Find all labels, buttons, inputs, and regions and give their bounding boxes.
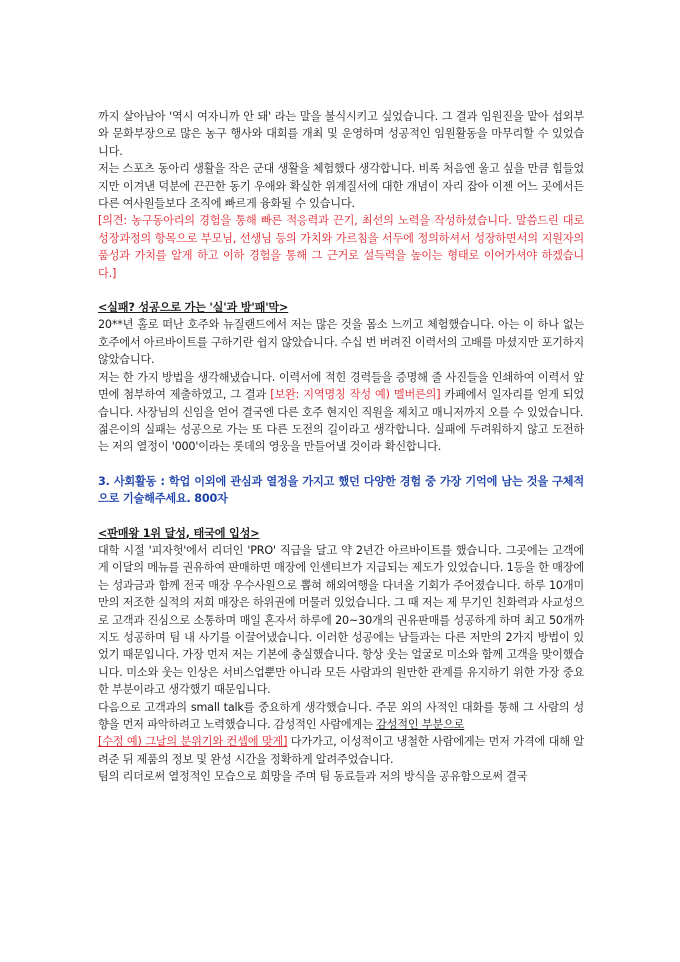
- supplement-note: [보완: 지역명칭 작성 예) 멜버른의]: [270, 388, 441, 402]
- spacer: [98, 508, 584, 525]
- paragraph-failure-conclusion: 젊은이의 실패는 성공으로 가는 또 다른 도전의 길이라고 생각합니다. 실패에 두려워하지 않고 도전하는 저의 열정이 '000'이라는 롯데의 영웅을 만들어낼 것이라 확신합니다.: [98, 422, 584, 454]
- text-segment: 다가가고, 이성적이고 냉철한 사람에게는 먼저 가격에 대해 알려준 뒤 제품의 정보 및 완성 시간을 정확하게 알려주었습니다.: [98, 735, 585, 766]
- paragraph-small-talk: [98, 699, 584, 769]
- text-segment: 카페에서 일자리를 얻게 되었습니다. 사장님의 신임을 얻어 결국엔 다른 호주 현지인 직원을 제치고 매니저까지 오를 수 있었습니다.: [98, 388, 584, 419]
- text-segment: 다음으로 고객과의 small talk를 중요하게 생각했습니다. 주문 외의 사적인 대화를 통해 그 사람의 성향을 먼저 파악하려고 노력했습니다. 감성적인 사람에게는: [98, 700, 584, 731]
- paragraph-australia: 20**년 홀로 떠난 호주와 뉴질랜드에서 저는 많은 것을 몸소 느끼고 체험했습니다. 아는 이 하나 없는 호주에서 아르바이트를 구하기란 쉽지 않았습니다. 수십 번 버려진 이력서의 고배를 마셨지만 포기하지 않았습니다.: [98, 318, 584, 367]
- spacer: [98, 282, 584, 299]
- revision-note: [수정 예) 그날의 분위기와 컨셉에 맞게]: [98, 735, 288, 749]
- section-heading-failure: <실패? 성공으로 가는 '실'과 방'패'막>: [98, 301, 289, 315]
- document-page: [98, 108, 584, 786]
- reviewer-comment: [의견: 농구동아리의 경험을 통해 빠른 적응력과 끈기, 최선의 노력을 작성하셨습니다. 말씀드린 대로 성장과정의 항목으로 부모님, 선생님 등의 가치와 가르침을 서두에 정의하셔서 성장하면서의 지원자의 품성과 가치를 알게 하고 이하 경험을 통해 그 근거로 설득력을 높이는 형태로 이어가셔야 하겠습니다.]: [98, 214, 584, 280]
- paragraph-club-result: 까지 살아남아 '역시 여자니까 안 돼' 라는 말을 불식시키고 싶었습니다. 그 결과 임원진을 맡아 섭외부와 문화부장으로 많은 농구 행사와 대회를 개최 및 운영하며 성공적인 임원활동을 마무리할 수 있었습니다.: [98, 110, 584, 158]
- paragraph-pizza-hut: 대학 시절 '피자헛'에서 리더인 'PRO' 직급을 달고 약 2년간 아르바이트를 했습니다. 그곳에는 고객에게 이달의 메뉴를 권유하여 판매하면 매장에 인센티브가 지급되는 제도가 있었습니다. 1등을 한 매장에는 성과금과 함께 전국 매장 우수사원으로 뽑혀 해외여행을 다녀올 기회가 주어졌습니다. 하루 10개미만의 저조한 실적의 저희 매장은 하위권에 머물러 있었습니다. 그 때 저는 제 무기인 친화력과 사교성으로 고객과 진심으로 소통하며 매일 혼자서 하루에 20~30개의 권유판매를 성공하게 하며 최고 50개까지도 성공하며 팀 내 사기를 이끌어냈습니다. 이러한 성공에는 남들과는 다른 저만의 2가지 방법이 있었기 때문입니다. 가장 먼저 저는 기본에 충실했습니다. 항상 웃는 얼굴로 미소와 함께 고객을 맞이했습니다. 미소와 웃는 인상은 서비스업뿐만 아니라 모든 사람과의 원만한 관계를 유지하기 위한 가장 중요한 부분이라고 생각했기 때문입니다.: [98, 543, 584, 697]
- paragraph-club-reflection: 저는 스포츠 동아리 생활을 작은 군대 생활을 체험했다 생각합니다. 비록 처음엔 울고 싶을 만큼 힘들었지만 이겨낸 덕분에 끈끈한 동기 우애와 확실한 위계질서에 대한 개념이 자리 잡아 이젠 어느 곳에서든 다른 여사원들보다 조직에 빠르게 융화될 수 있습니다.: [98, 162, 584, 211]
- paragraph-resume-method: [98, 369, 584, 421]
- paragraph-team-leader: 팀의 리더로써 열정적인 모습으로 희망을 주며 팀 동료들과 저의 방식을 공유함으로써 결국: [98, 770, 528, 784]
- section-heading-sales: <판매왕 1위 달성, 태국에 입성>: [98, 526, 260, 540]
- text-segment: 저는 한 가지 방법을 생각해냈습니다. 이력서에 적힌 경력들을 증명해 줄 사진들을 인쇄하여 이력서 앞면에 첨부하여 제출하였고, 그 결과: [98, 370, 584, 402]
- underlined-phrase: 감성적인 부분으로: [376, 718, 465, 731]
- spacer: [98, 456, 584, 473]
- question-3: 3. 사회활동 : 학업 이외에 관심과 열정을 가지고 했던 다양한 경험 중 가장 기억에 남는 것을 구체적으로 기술해주세요. 800자: [98, 474, 584, 506]
